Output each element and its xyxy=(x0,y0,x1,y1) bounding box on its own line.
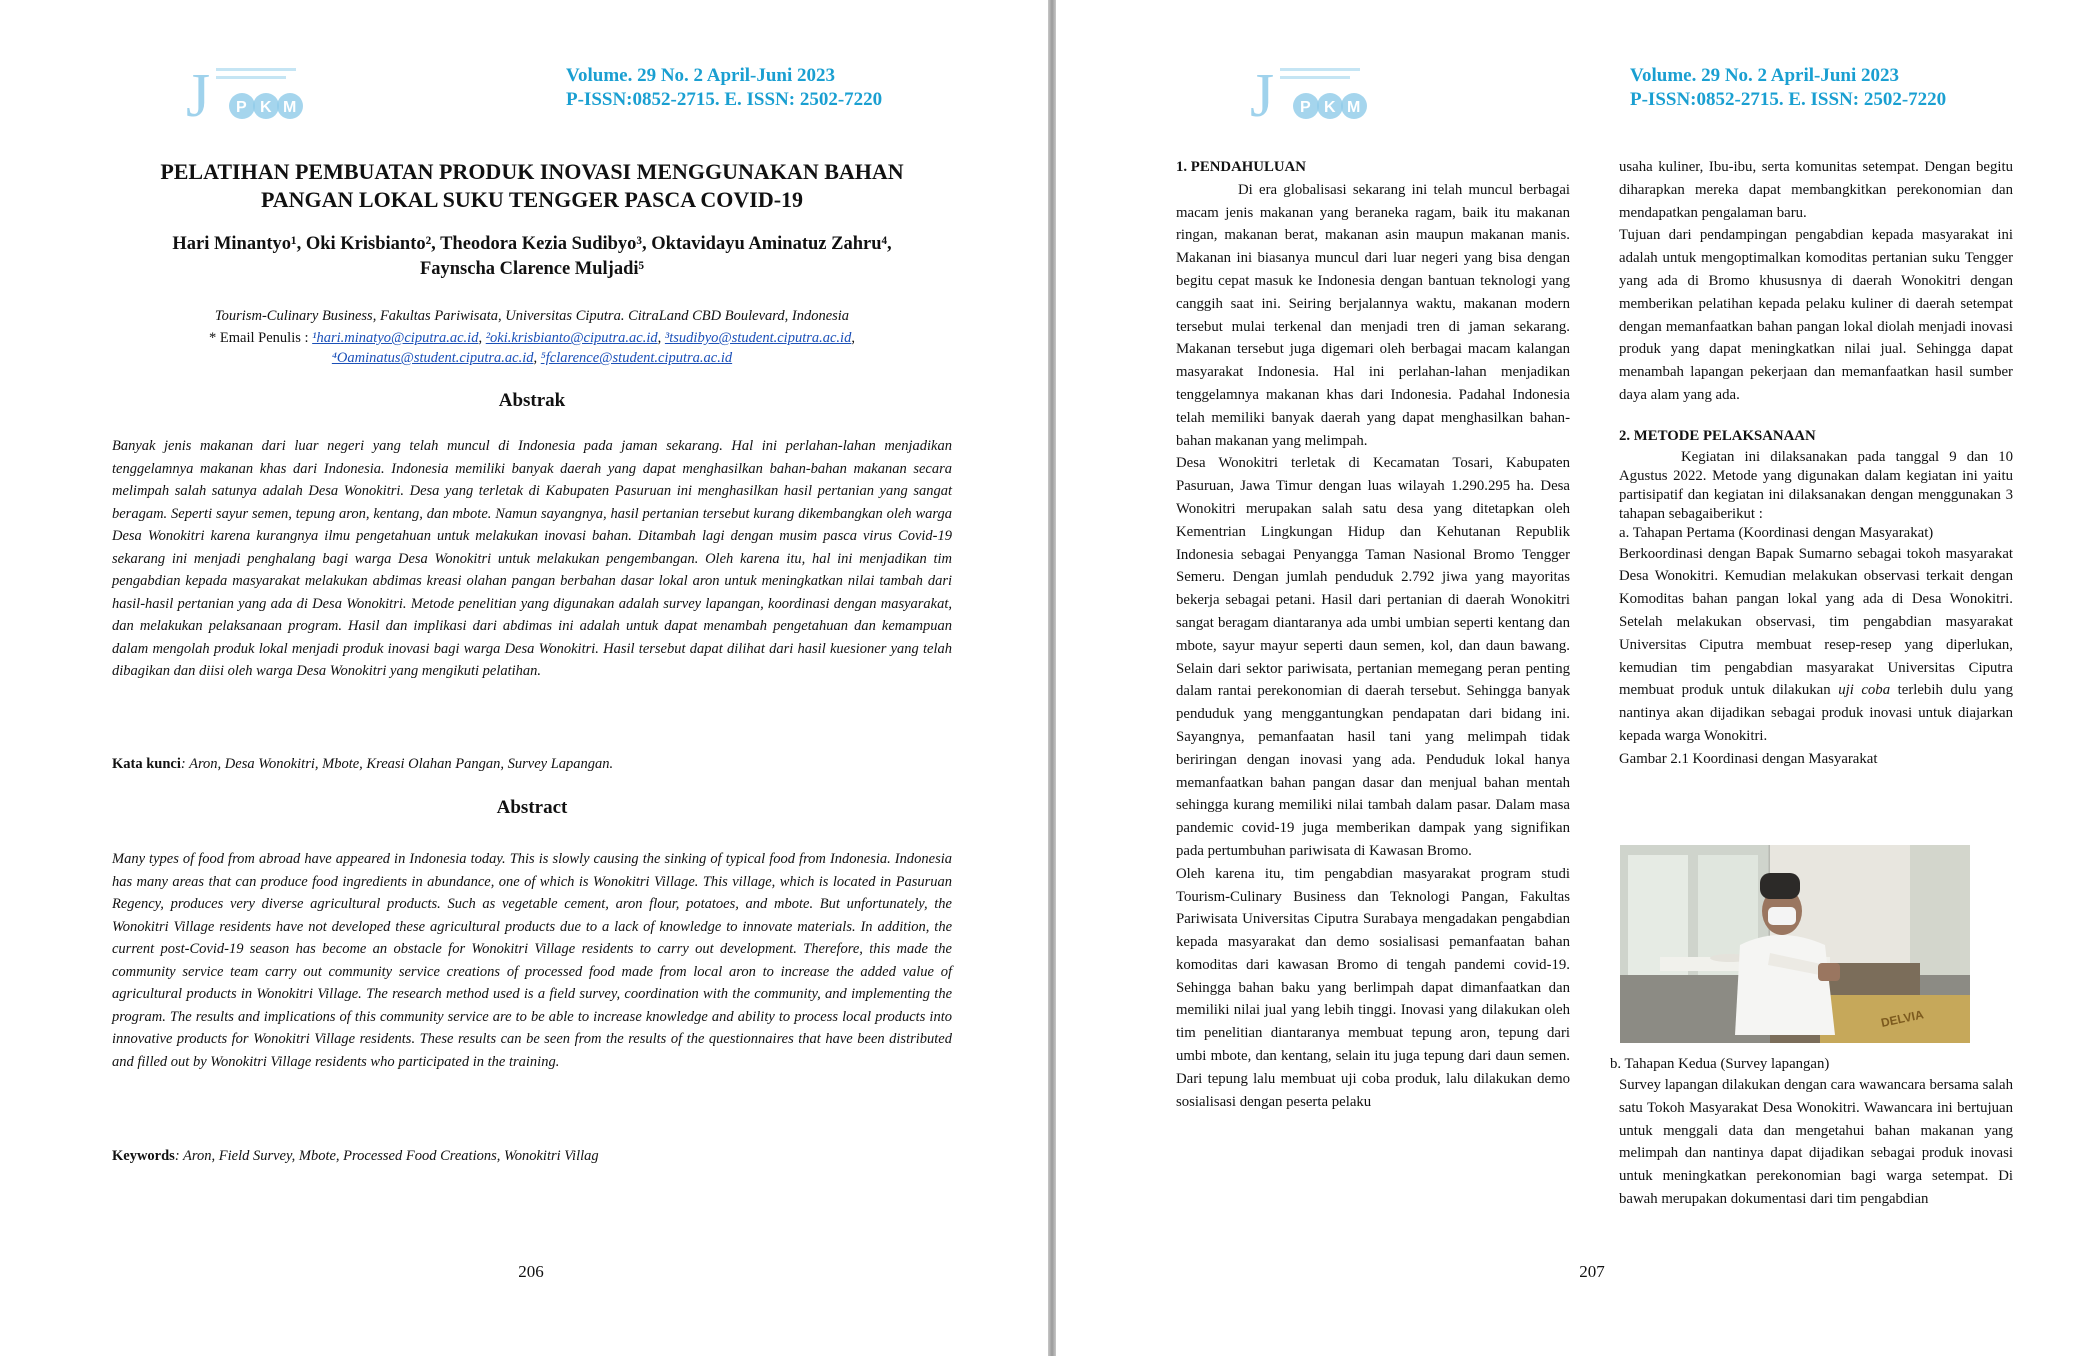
svg-text:M: M xyxy=(283,99,297,116)
column-right-lower xyxy=(1610,1055,2013,1211)
section-heading: 1. PENDAHULUAN xyxy=(1176,159,1306,175)
volume-text: Volume. 29 No. 2 April-Juni 2023 xyxy=(566,65,836,86)
list-item: b. Tahapan Kedua (Survey lapangan) xyxy=(1610,1056,1830,1072)
svg-text:M: M xyxy=(1347,99,1361,116)
email-link[interactable]: ¹hari.minatyo@ciputra.ac.id xyxy=(312,330,479,346)
svg-text:P: P xyxy=(1300,99,1311,116)
email-link[interactable]: ²oki.krisbianto@ciputra.ac.id xyxy=(485,330,658,346)
abstract-body: Many types of food from abroad have appeared in Indonesia today. This is slowly causing the sinking of typical food from Indonesia. Indonesia has many areas that can produce food ingredients in abundance, one of which is Wonokitri Village. This village, which is located in Pasuruan Regency, produces very diverse agricultural products. Such as vegetable cement, aron flour, potatoes, and mbote. But unfortunately, the Wonokitri Village residents have not developed these agricultural products due to a lack of knowledge to innovate materials. In addition, the current post-Covid-19 season has become an obstacle for Wonokitri Village residents to carry out development. Therefore, this made the community service team carry out community service creations of processed food made from local aron to increase the added value of agricultural products in Wonokitri Village. The research method used is a field survey, coordination with the community, and implementing the program. The results and implications of this community service are to be able to increase knowledge and ability to process local products into innovative products for Wonokitri Village residents. These results can be seen from the results of the questionnaires that have been distributed and filled out by Wonokitri Village residents who participated in the training. xyxy=(112,851,952,1070)
paragraph: usaha kuliner, Ibu-ibu, serta komunitas setempat. Dengan begitu diharapkan mereka dapat membangkitkan perekonomian dan mendapatkan pengalaman baru. xyxy=(1619,159,2013,221)
email-link[interactable]: ⁵fclarence@student.ciputra.ac.id xyxy=(540,350,733,366)
page-number: 207 xyxy=(1579,1262,1605,1281)
journal-logo xyxy=(180,58,305,128)
column-left xyxy=(1176,156,1570,1113)
section-heading: 2. METODE PELAKSANAAN xyxy=(1619,427,1816,444)
svg-text:J: J xyxy=(186,62,211,128)
list-item: a. Tahapan Pertama (Koordinasi dengan Masyarakat) xyxy=(1619,524,1934,541)
abstrak-heading: Abstrak xyxy=(498,390,566,411)
page-number: 206 xyxy=(518,1262,544,1281)
journal-logo xyxy=(1244,58,1369,128)
paragraph-text: Berkoordinasi dengan Bapak Sumarno sebagai tokoh masyarakat Desa Wonokitri. Kemudian melakukan observasi terkait dengan Komoditas bahan pangan lokal yang ada di Desa Wonokitri. Setelah melakukan observasi, tim pengabdian masyarakat Universitas Ciputra membuat resep-resep yang diperlukan, kemudian tim pengabdian masyarakat Universitas Ciputra membuat produk untuk dilakukan xyxy=(1619,545,2013,699)
paragraph: Survey lapangan dilakukan dengan cara wawancara bersama salah satu Tokoh Masyarakat Desa Wonokitri. Wawancara ini bertujuan untuk menggali data dan mengetahui bahan makanan yang melimpah dan nantinya dapat dijadikan sebagai produk inovasi untuk meningkatkan perekonomian bagi warga setempat. Di bawah merupakan dokumentasi dari tim pengabdian xyxy=(1619,1077,2013,1207)
paragraph: Tujuan dari pendampingan pengabdian kepada masyarakat ini adalah untuk mengoptimalkan komoditas pertanian suku Tengger yang ada di Bromo khususnya di daerah Wonokitri dengan memberikan pelatihan kepada pelaku kuliner di daerah setempat dengan memanfaatkan bahan pangan lokal diolah menjadi inovasi produk yang dapat meningkatkan nilai jual. Sehingga dapat menambah lapangan pekerjaan dan memanfaatkan hasil sumber daya alam yang ada. xyxy=(1619,227,2013,403)
journal-header xyxy=(566,64,882,112)
photo-label: DELVIA xyxy=(1879,1007,1925,1030)
page-divider xyxy=(1048,0,1056,1356)
keywords-value: : Aron, Field Survey, Mbote, Processed Food Creations, Wonokitri Villag xyxy=(174,1148,599,1164)
paragraph: Kegiatan ini dilaksanakan pada tanggal 9 dan 10 Agustus 2022. Metode yang digunakan dalam kegiatan ini yaitu partisipatif dan kegiatan ini dilaksanakan dengan menggunakan 3 tahapan sebagaiberikut : xyxy=(1619,448,2013,522)
email-label: * Email Penulis : xyxy=(209,330,313,346)
paragraph-text: terlebih dulu yang nantinya akan dijadikan sebagai produk inovasi untuk diajarkan kepada warga Wonokitri. xyxy=(1619,682,2013,744)
journal-header xyxy=(1630,64,1946,112)
svg-text:K: K xyxy=(260,99,272,116)
coordination-photo xyxy=(1620,845,1970,1043)
journal-page-left xyxy=(0,0,1048,1356)
abstrak-body: Banyak jenis makanan dari luar negeri yang telah muncul di Indonesia pada jaman sekarang. Hal ini perlahan-lahan menjadikan tenggelamnya makanan khas dari Indonesia. Indonesia memiliki banyak daerah yang dapat menghasilkan bahan-bahan makanan secara melimpah salah satunya adalah Desa Wonokitri. Desa yang terletak di Kabupaten Pasuruan ini menghasilkan hasil pertanian yang sangat beragam. Seperti sayur semen, tepung aron, kentang, dan mbote. Namun sayangnya, hasil pertanian tersebut kurang dikembangkan oleh warga Desa Wonokitri karena kurangnya ilmu pengetahuan untuk melakukan inovasi bahan. Ditambah lagi dengan musim pasca virus Covid-19 sekarang ini menjadi penghalang bagi warga Desa Wonokitri untuk melakukan pengembangan. Oleh karena itu, hal ini menjadikan tim pengabdian kepada masyarakat melakukan abdimas kreasi olahan pangan berbahan dasar lokal aron untuk meningkatkan nilai tambah dari hasil-hasil pertanian yang ada di Desa Wonokitri. Metode penelitian yang digunakan adalah survey lapangan, koordinasi dengan masyarakat, dan melakukan pelaksanaan program. Hasil dan implikasi dari abdimas ini adalah untuk dapat menambah pengetahuan dan kemampuan dalam mengolah produk lokal menjadi produk inovasi bagi warga Desa Wonokitri. Hasil tersebut dapat dilihat dari hasil kuesioner yang telah dibagikan dan diisi oleh warga Desa Wonokitri yang mengikuti pelatihan. xyxy=(112,438,952,679)
svg-text:P: P xyxy=(236,99,247,116)
figure-caption: Gambar 2.1 Koordinasi dengan Masyarakat xyxy=(1619,750,1878,767)
affiliation: Tourism-Culinary Business, Fakultas Pariwisata, Universitas Ciputra. CitraLand CBD Boulevard, Indonesia xyxy=(214,308,850,324)
author-list xyxy=(110,232,954,282)
kata-kunci-label: Kata kunci xyxy=(112,756,181,772)
paragraph xyxy=(1619,543,2013,748)
kata-kunci-value: : Aron, Desa Wonokitri, Mbote, Kreasi Olahan Pangan, Survey Lapangan. xyxy=(180,756,614,772)
authors-line: Faynscha Clarence Muljadi⁵ xyxy=(419,259,645,279)
volume-text: Volume. 29 No. 2 April-Juni 2023 xyxy=(1630,65,1900,86)
email-list: * Email Penulis : ¹hari.minatyo@ciputra.ac.id, ²oki.krisbianto@ciputra.ac.id, ³tsudibyo@student.ciputra.ac.id, ⁴Oaminatus@student.ciputra.ac.id, ⁵fclarence@student.ciputra.ac.id xyxy=(209,330,855,366)
emphasis-text: uji coba xyxy=(1838,682,1891,699)
issn-text: P-ISSN:0852-2715. E. ISSN: 2502-7220 xyxy=(566,89,883,110)
issn-text: P-ISSN:0852-2715. E. ISSN: 2502-7220 xyxy=(1630,89,1947,110)
authors-line: Hari Minantyo¹, Oki Krisbianto², Theodora Kezia Sudibyo³, Oktavidayu Aminatuz Zahru⁴, xyxy=(172,234,892,254)
svg-text:K: K xyxy=(1324,99,1336,116)
svg-text:J: J xyxy=(1250,62,1275,128)
title-line: PELATIHAN PEMBUATAN PRODUK INOVASI MENGGUNAKAN BAHAN xyxy=(160,159,904,184)
paper-title xyxy=(110,158,954,214)
paragraph: Di era globalisasi sekarang ini telah muncul berbagai macam jenis makanan yang beraneka ragam, baik itu makanan ringan, makanan berat, makanan asin maupun makanan manis. Makanan ini biasanya muncul dari luar negeri yang bisa dengan begitu cepat masuk ke Indonesia dengan bantuan teknologi yang canggih saat ini. Seiring berjalannya waktu, makanan modern tersebut mulai terkenal dan menjadi tren di jaman sekarang. Makanan tersebut juga digemari oleh berbagai macam kalangan masyarakat Indonesia. Hal ini perlahan-lahan menjadikan tenggelamnya makanan khas dari Indonesia. Padahal Indonesia telah memiliki banyak daerah yang dapat menghasilkan bahan-bahan makanan yang melimpah. xyxy=(1176,181,1570,449)
kata-kunci xyxy=(112,754,952,774)
title-line: PANGAN LOKAL SUKU TENGGER PASCA COVID-19 xyxy=(260,187,804,212)
abstract-heading: Abstract xyxy=(496,797,568,818)
keywords-label: Keywords xyxy=(112,1148,175,1164)
keywords xyxy=(112,1146,952,1166)
paragraph: Desa Wonokitri terletak di Kecamatan Tosari, Kabupaten Pasuruan, Jawa Timur dengan luas wilayah 1.290.295 ha. Desa Wonokitri merupakan salah satu desa yang ditetapkan oleh Kementrian Lingkungan Hidup dan Kehutanan Republik Indonesia sebagai Penyangga Taman Nasional Bromo Tengger Semeru. Dengan jumlah penduduk 2.792 jiwa yang mayoritas bekerja sebagai petani. Hasil dari pertanian di daerah Wonokitri sangat beragam diantaranya ada umbi umbian seperti kentang dan mbote, sayur mayur seperti daun semen, kol, dan daun bawang. Selain dari sektor pariwisata, pertanian memegang peran penting dalam rantai perekonomian di daerah tersebut. Sehingga banyak penduduk yang menggantungkan pendapatan dari bidang ini. Sayangnya, pemanfaatan hasil tani yang melimpah tidak beriringan dengan inovasi yang ada. Penduduk lokal hanya memanfaatkan bahan pangan dasar dan menjual bahan mentah sehingga kurang memiliki nilai tambah dalam pasar. Dalam masa pandemic covid-19 juga memberikan dampak yang signifikan pada pertumbuhan pariwisata di Kawasan Bromo. xyxy=(1176,455,1570,859)
email-link[interactable]: ³tsudibyo@student.ciputra.ac.id xyxy=(664,330,852,346)
email-link[interactable]: ⁴Oaminatus@student.ciputra.ac.id xyxy=(331,350,534,366)
column-right xyxy=(1619,156,2013,771)
paragraph: Oleh karena itu, tim pengabdian masyarakat program studi Tourism-Culinary Business dan Teknologi Pangan, Fakultas Pariwisata Universitas Ciputra Surabaya mengadakan pengabdian kepada masyarakat dan demo sosialisasi pemanfaatan bahan komoditas dari kawasan Bromo di tengah pandemi covid-19. Sehingga bahan baku yang berlimpah dapat dimanfaatkan dan memiliki nilai jual yang lebih tinggi. Inovasi yang dilakukan oleh tim penelitian diantaranya membuat tepung aron, tepung dari umbi mbote, dan kentang, selain itu juga tepung dari daun semen. Dari tepung lalu membuat uji coba produk, lalu dilakukan demo sosialisasi dengan peserta pelaku xyxy=(1176,865,1570,1110)
